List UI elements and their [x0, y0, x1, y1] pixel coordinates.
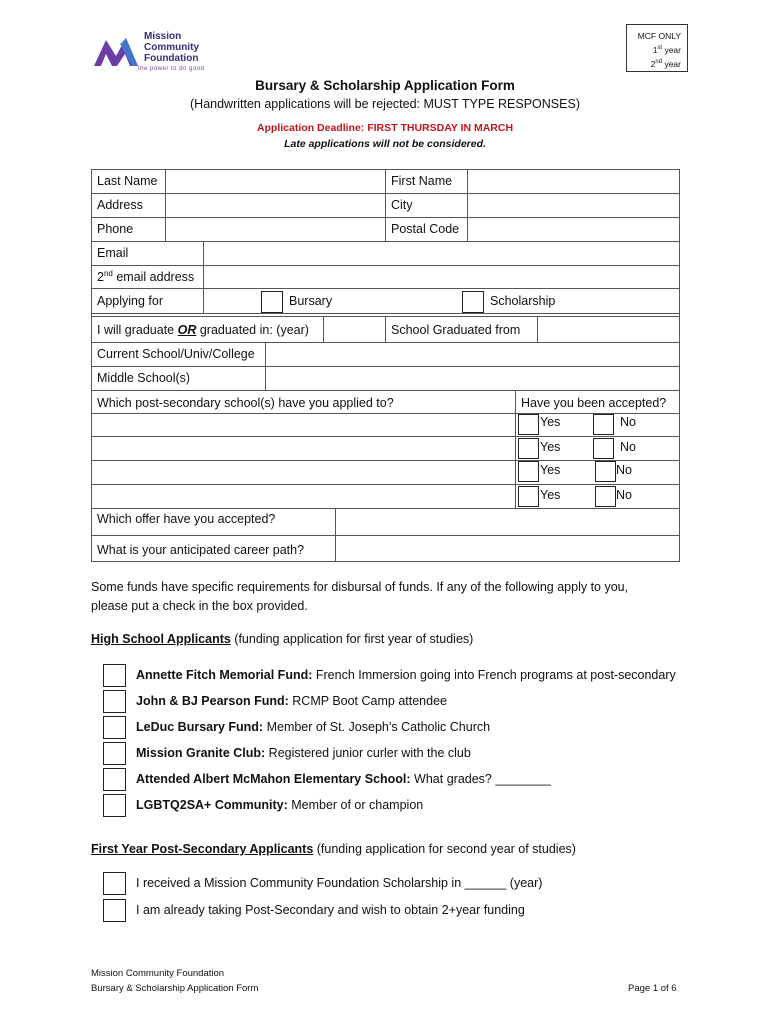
first-name-field[interactable]	[468, 170, 679, 193]
first-year-2plus-funding: I am already taking Post-Secondary and wish to obtain 2+year funding	[136, 903, 525, 917]
logo	[92, 30, 222, 78]
fund-checkbox-annette-fitch[interactable]	[103, 664, 126, 687]
last-name-label: Last Name	[97, 174, 158, 188]
school-graduated-from-field[interactable]	[538, 317, 679, 342]
mcf-only-box	[626, 24, 688, 72]
applied-school-field-2[interactable]	[92, 437, 515, 460]
mcf-second-year: 2nd year	[650, 58, 681, 69]
fund-checkbox-pearson[interactable]	[103, 690, 126, 713]
accepted-yes-checkbox-2[interactable]	[518, 438, 539, 459]
yes-label-1: Yes	[540, 415, 561, 429]
bursary-label: Bursary	[289, 294, 333, 308]
schools-applied-header: Which post-secondary school(s) have you applied to?	[97, 396, 394, 410]
accepted-yes-checkbox-1[interactable]	[518, 414, 539, 435]
accepted-yes-checkbox-3[interactable]	[518, 461, 539, 482]
deadline-notice: Application Deadline: FIRST THURSDAY IN MARCH	[256, 122, 514, 134]
current-school-field[interactable]	[266, 343, 679, 366]
fund-pearson: John & BJ Pearson Fund: RCMP Boot Camp attendee	[136, 694, 447, 708]
funds-intro-line-2: please put a check in the box provided.	[91, 599, 308, 613]
no-label-4: No	[616, 488, 632, 502]
footer-org: Mission Community Foundation	[91, 968, 225, 979]
mcf-first-year: 1st year	[652, 44, 681, 55]
second-email-field[interactable]	[204, 266, 679, 288]
fund-checkbox-granite-club[interactable]	[103, 742, 126, 765]
funds-intro-line-1: Some funds have specific requirements for disbursal of funds. If any of the following apply to you,	[91, 580, 629, 594]
fund-albert-mcmahon: Attended Albert McMahon Elementary School: What grades? ________	[136, 772, 551, 786]
fund-checkbox-lgbtq2sa[interactable]	[103, 794, 126, 817]
applying-for-label: Applying for	[97, 294, 164, 308]
applied-school-field-1[interactable]	[92, 414, 515, 436]
first-year-checkbox-mcf-scholarship[interactable]	[103, 872, 126, 895]
form-subtitle: (Handwritten applications will be rejected: MUST TYPE RESPONSES)	[190, 97, 580, 111]
logo-text-line1: Mission	[144, 31, 182, 42]
last-name-field[interactable]	[166, 170, 385, 193]
no-label-3: No	[616, 463, 632, 477]
accepted-no-checkbox-2[interactable]	[593, 438, 614, 459]
no-label-2: No	[620, 440, 636, 454]
first-year-mcf-scholarship: I received a Mission Community Foundation Scholarship in ______ (year)	[136, 876, 543, 890]
yes-label-2: Yes	[540, 440, 561, 454]
applied-school-field-3[interactable]	[92, 461, 515, 484]
phone-field[interactable]	[166, 218, 385, 241]
no-label-1: No	[620, 415, 636, 429]
address-label: Address	[97, 198, 143, 212]
logo-tagline: the power to do good	[138, 66, 205, 72]
fund-checkbox-albert-mcmahon[interactable]	[103, 768, 126, 791]
career-path-field[interactable]	[336, 536, 679, 561]
current-school-label: Current School/Univ/College	[97, 347, 255, 361]
fund-lgbtq2sa: LGBTQ2SA+ Community: Member of or champion	[136, 798, 424, 812]
yes-label-3: Yes	[540, 463, 561, 477]
fund-annette-fitch: Annette Fitch Memorial Fund: French Immersion going into French programs at post-secondary	[136, 668, 676, 682]
career-path-label: What is your anticipated career path?	[97, 543, 305, 557]
scholarship-checkbox[interactable]	[462, 291, 484, 313]
yes-label-4: Yes	[540, 488, 561, 502]
phone-label: Phone	[97, 222, 134, 236]
middle-school-label: Middle School(s)	[97, 371, 191, 385]
email-label: Email	[97, 246, 129, 260]
accepted-no-checkbox-4[interactable]	[595, 486, 616, 507]
late-notice: Late applications will not be considered.	[284, 138, 486, 150]
accepted-yes-checkbox-4[interactable]	[518, 486, 539, 507]
second-email-label: 2nd email address	[97, 269, 195, 285]
offer-accepted-field[interactable]	[336, 509, 679, 535]
city-field[interactable]	[468, 194, 679, 217]
bursary-checkbox[interactable]	[261, 291, 283, 313]
graduation-year-label: I will graduate OR graduated in: (year)	[97, 323, 309, 337]
logo-text-line2: Community	[144, 42, 199, 53]
city-label: City	[391, 198, 413, 212]
applied-school-field-4[interactable]	[92, 485, 515, 508]
scholarship-label: Scholarship	[490, 294, 556, 308]
first-year-checkbox-2plus-funding[interactable]	[103, 899, 126, 922]
accepted-no-checkbox-1[interactable]	[593, 414, 614, 435]
mission-logo-icon	[92, 34, 140, 68]
address-field[interactable]	[166, 194, 385, 217]
email-field[interactable]	[204, 242, 679, 265]
logo-text-line3: Foundation	[144, 53, 199, 64]
fund-leduc: LeDuc Bursary Fund: Member of St. Joseph’s Catholic Church	[136, 720, 491, 734]
high-school-heading: High School Applicants (funding application for first year of studies)	[91, 632, 474, 646]
first-year-heading: First Year Post-Secondary Applicants (funding application for second year of studies)	[91, 842, 576, 856]
offer-accepted-label: Which offer have you accepted?	[97, 512, 276, 526]
postal-code-field[interactable]	[468, 218, 679, 241]
accepted-no-checkbox-3[interactable]	[595, 461, 616, 482]
postal-code-label: Postal Code	[391, 222, 460, 236]
middle-school-field[interactable]	[266, 367, 679, 390]
fund-checkbox-leduc[interactable]	[103, 716, 126, 739]
form-title: Bursary & Scholarship Application Form	[255, 78, 515, 93]
first-name-label: First Name	[391, 174, 453, 188]
school-graduated-from-label: School Graduated from	[391, 323, 521, 337]
accepted-header: Have you been accepted?	[521, 396, 667, 410]
footer-page-number: Page 1 of 6	[628, 983, 677, 994]
footer-form-name: Bursary & Scholarship Application Form	[91, 983, 259, 994]
graduation-year-field[interactable]	[324, 317, 385, 342]
mcf-only-label: MCF ONLY	[637, 31, 681, 41]
fund-granite-club: Mission Granite Club: Registered junior curler with the club	[136, 746, 471, 760]
